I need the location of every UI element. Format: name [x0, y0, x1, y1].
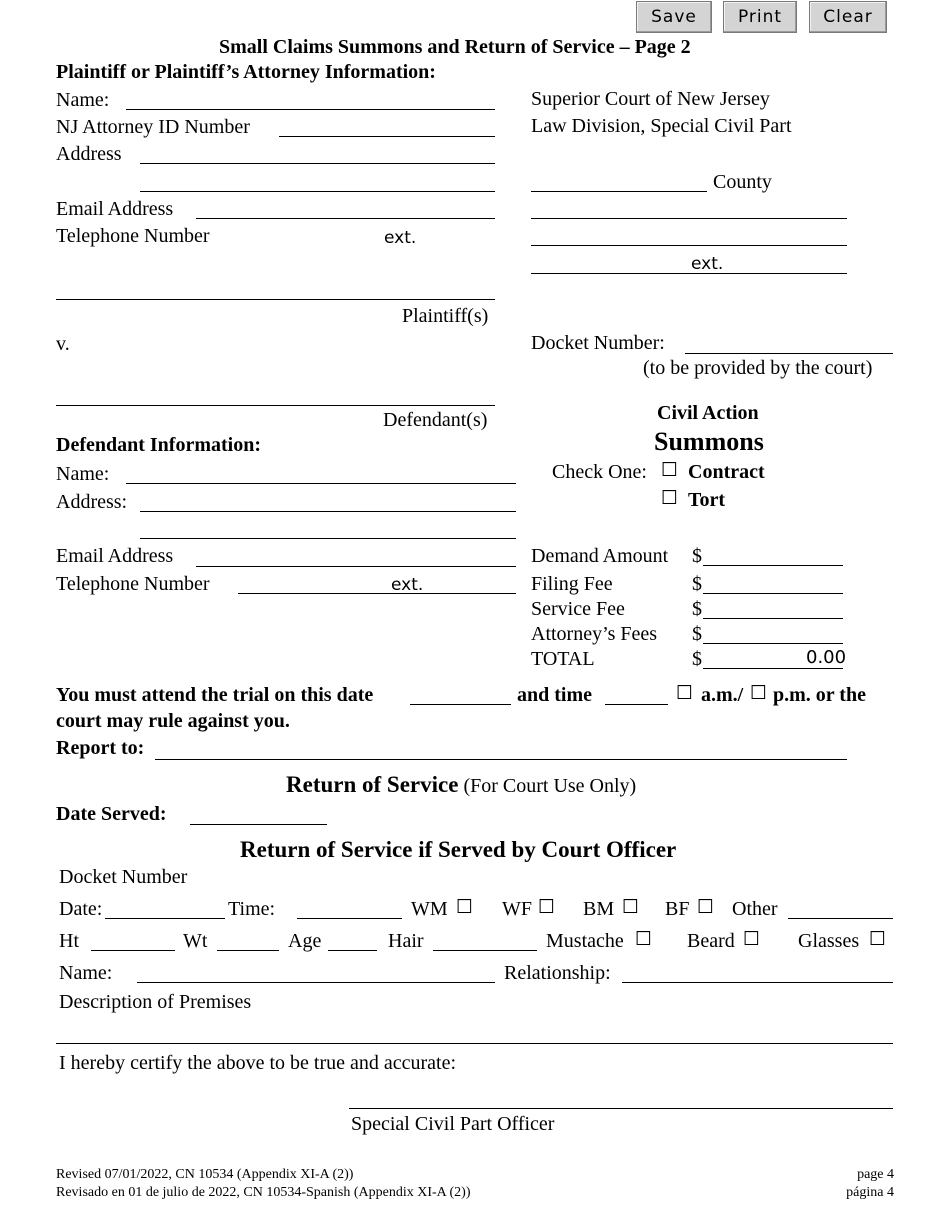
beard-checkbox[interactable]: ☐: [743, 928, 761, 950]
other-field[interactable]: [788, 918, 893, 919]
served-time-field[interactable]: [297, 918, 402, 919]
hair-label: Hair: [388, 930, 424, 952]
am-checkbox[interactable]: ☐: [676, 682, 694, 704]
served-date-label: Date:: [59, 898, 103, 920]
tort-label: Tort: [688, 489, 726, 511]
total-label: TOTAL: [531, 648, 595, 670]
height-label: Ht: [59, 930, 79, 952]
served-name-label: Name:: [59, 962, 113, 984]
defendant-address-field-1[interactable]: [140, 511, 516, 512]
total-value: 0.00: [806, 647, 847, 668]
served-date-field[interactable]: [105, 918, 225, 919]
court-officer-heading: Return of Service if Served by Court Officer: [240, 837, 677, 862]
wm-checkbox[interactable]: ☐: [456, 896, 474, 918]
court-ext-label: ext.: [691, 254, 724, 274]
docket-number-field[interactable]: [685, 353, 893, 354]
court-name: Superior Court of New Jersey: [531, 88, 770, 110]
plaintiff-attorney-id-field[interactable]: [279, 136, 495, 137]
page-title: Small Claims Summons and Return of Service – Page 2: [219, 36, 691, 58]
tort-checkbox[interactable]: ☐: [661, 487, 679, 509]
plaintiff-attorney-id-label: NJ Attorney ID Number: [56, 116, 250, 138]
pm-checkbox[interactable]: ☐: [750, 682, 768, 704]
court-address-field-1[interactable]: [531, 218, 847, 219]
demand-amount-label: Demand Amount: [531, 545, 669, 567]
return-of-service-heading: [286, 773, 636, 796]
premises-field[interactable]: [56, 1043, 893, 1044]
defendant-name-field[interactable]: [126, 483, 516, 484]
relationship-label: Relationship:: [504, 962, 611, 984]
save-button[interactable]: Save: [636, 1, 712, 33]
defendant-address-field-2[interactable]: [140, 538, 516, 539]
plaintiff-email-field[interactable]: [196, 218, 495, 219]
weight-label: Wt: [183, 930, 208, 952]
am-label: a.m./: [701, 684, 744, 706]
civil-action-label: Civil Action: [657, 402, 759, 424]
plaintiff-address-field-1[interactable]: [140, 163, 495, 164]
height-field[interactable]: [91, 950, 175, 951]
date-served-label: Date Served:: [56, 803, 167, 825]
check-one-label: Check One:: [552, 461, 647, 483]
print-button[interactable]: Print: [723, 1, 797, 33]
filing-fee-field[interactable]: [703, 593, 843, 594]
return-of-service-title: Return of Service: [286, 772, 459, 797]
defendants-label: Defendant(s): [383, 409, 488, 431]
trial-time-field[interactable]: [605, 704, 668, 705]
plaintiff-phone-label: Telephone Number: [56, 225, 210, 247]
wm-label: WM: [411, 898, 448, 920]
footer-revised: Revised 07/01/2022, CN 10534 (Appendix XI-A (2)): [56, 1167, 354, 1182]
contract-label: Contract: [688, 461, 765, 483]
and-time-label: and time: [517, 684, 592, 706]
bf-label: BF: [665, 898, 690, 920]
plaintiff-address-label: Address: [56, 143, 122, 165]
filing-currency: $: [692, 573, 702, 595]
total-field[interactable]: [703, 668, 843, 669]
plaintiff-address-field-2[interactable]: [140, 191, 495, 192]
plaintiffs-label: Plaintiff(s): [402, 305, 489, 327]
served-name-field[interactable]: [137, 982, 495, 983]
attorney-currency: $: [692, 623, 702, 645]
bm-checkbox[interactable]: ☐: [622, 896, 640, 918]
service-fee-field[interactable]: [703, 618, 843, 619]
defendant-phone-field[interactable]: [238, 593, 516, 594]
versus-label: v.: [56, 333, 70, 355]
plaintiff-email-label: Email Address: [56, 198, 174, 220]
hair-field[interactable]: [433, 950, 537, 951]
footer-page: page 4: [857, 1167, 894, 1182]
court-phone-field[interactable]: [531, 273, 847, 274]
other-label: Other: [732, 898, 778, 920]
beard-label: Beard: [687, 930, 735, 952]
defendant-party-field[interactable]: [56, 405, 495, 406]
court-address-field-2[interactable]: [531, 245, 847, 246]
defendant-email-label: Email Address: [56, 545, 174, 567]
glasses-label: Glasses: [798, 930, 860, 952]
docket-note: (to be provided by the court): [643, 357, 873, 379]
trial-date-field[interactable]: [410, 704, 511, 705]
certify-text: I hereby certify the above to be true and accurate:: [59, 1052, 457, 1074]
return-of-service-subtitle: (For Court Use Only): [463, 775, 637, 797]
mustache-checkbox[interactable]: ☐: [635, 928, 653, 950]
report-to-label: Report to:: [56, 737, 145, 759]
wf-label: WF: [502, 898, 532, 920]
defendant-name-label: Name:: [56, 463, 110, 485]
date-served-field[interactable]: [190, 824, 327, 825]
contract-checkbox[interactable]: ☐: [661, 459, 679, 481]
plaintiff-ext-label: ext.: [384, 228, 417, 248]
footer-revisado: Revisado en 01 de julio de 2022, CN 10534-Spanish (Appendix XI-A (2)): [56, 1185, 471, 1200]
summons-title: Summons: [654, 427, 764, 456]
plaintiff-heading: Plaintiff or Plaintiff’s Attorney Information:: [56, 61, 436, 83]
served-time-label: Time:: [228, 898, 276, 920]
demand-currency: $: [692, 545, 702, 567]
defendant-address-label: Address:: [56, 491, 128, 513]
docket-number-label: Docket Number:: [531, 332, 665, 354]
age-field[interactable]: [328, 950, 377, 951]
county-label: County: [713, 171, 772, 193]
officer-signature-label: Special Civil Part Officer: [351, 1113, 555, 1135]
demand-amount-field[interactable]: [703, 565, 843, 566]
weight-field[interactable]: [217, 950, 279, 951]
officer-signature-field[interactable]: [349, 1108, 893, 1109]
footer-pagina: página 4: [846, 1185, 894, 1200]
bf-checkbox[interactable]: ☐: [697, 896, 715, 918]
attorney-fees-label: Attorney’s Fees: [531, 623, 658, 645]
bm-label: BM: [583, 898, 615, 920]
mustache-label: Mustache: [546, 930, 624, 952]
total-currency: $: [692, 648, 702, 670]
attorney-fees-field[interactable]: [703, 643, 843, 644]
plaintiff-name-label: Name:: [56, 89, 110, 111]
defendant-phone-label: Telephone Number: [56, 573, 210, 595]
court-rule-text: court may rule against you.: [56, 710, 290, 732]
plaintiff-party-field[interactable]: [56, 299, 495, 300]
plaintiff-name-field[interactable]: [126, 109, 495, 110]
court-division: Law Division, Special Civil Part: [531, 115, 792, 137]
wf-checkbox[interactable]: ☐: [538, 896, 556, 918]
service-fee-label: Service Fee: [531, 598, 625, 620]
defendant-heading: Defendant Information:: [56, 434, 261, 456]
glasses-checkbox[interactable]: ☐: [869, 928, 887, 950]
defendant-email-field[interactable]: [196, 566, 516, 567]
report-to-field[interactable]: [155, 759, 847, 760]
clear-button[interactable]: Clear: [809, 1, 887, 33]
county-field[interactable]: [531, 191, 707, 192]
relationship-field[interactable]: [622, 982, 893, 983]
premises-label: Description of Premises: [59, 991, 252, 1013]
defendant-ext-label: ext.: [391, 575, 424, 595]
service-currency: $: [692, 598, 702, 620]
officer-docket-label: Docket Number: [59, 866, 188, 888]
attend-text: You must attend the trial on this date: [56, 684, 374, 706]
filing-fee-label: Filing Fee: [531, 573, 613, 595]
age-label: Age: [288, 930, 322, 952]
pm-label: p.m. or the: [773, 684, 866, 706]
